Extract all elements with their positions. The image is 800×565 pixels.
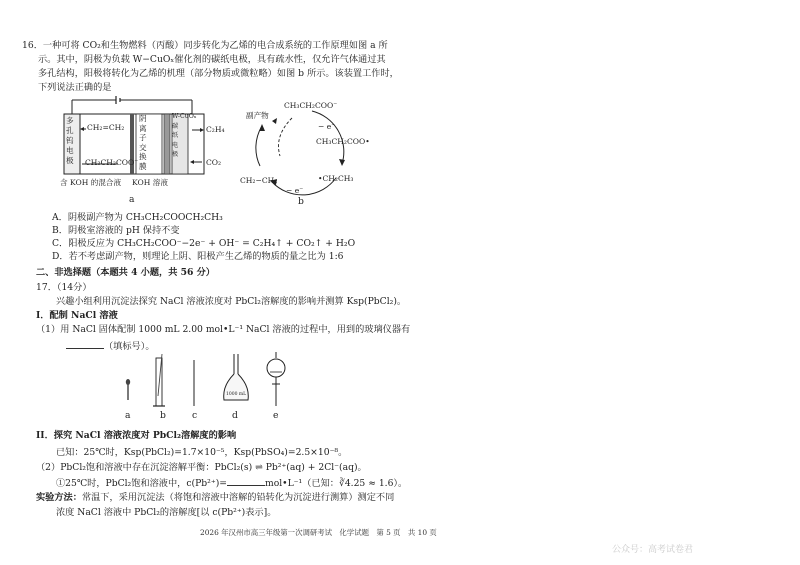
glassware-drawing [118, 352, 298, 414]
q16-stem-line: 下列说法正确的是 [38, 82, 112, 93]
q16-stem-line: 多孔结构，阳极将转化为乙烯的机理（部分物质或微粒略）如图 b 所示。该装置工作时， [38, 68, 399, 79]
figure-b-caption: b [298, 196, 304, 207]
e-loss-top: − e⁻ [318, 122, 336, 131]
instrument-label-e: e [273, 410, 279, 421]
option-a: A．阴极副产物为 CH₃CH₂COOCH₂CH₃ [52, 212, 223, 223]
cycle-right-bottom-species: •CH₂CH₃ [318, 174, 354, 183]
q16-stem-line: 示。其中，阴极为负载 W−CuOₓ催化剂的碳纸电极，具有疏水性，仅允许气体通过其 [38, 54, 386, 65]
instrument-label-a: a [125, 410, 131, 421]
instrument-label-c: c [192, 410, 198, 421]
option-c: C．阳极反应为 CH₃CH₂COO⁻−2e⁻ + OH⁻ = C₂H₄↑ + CO₂↑ + H₂O [52, 238, 356, 249]
side-product-label: 副产物 [246, 111, 269, 120]
right-solution-label: KOH 溶液 [132, 178, 168, 187]
instrument-label-d: d [232, 410, 238, 421]
right-in-species: CO₂ [206, 158, 222, 167]
part1-title: I．配制 NaCl 溶液 [36, 310, 118, 321]
q2-line: （2）PbCl₂饱和溶液中存在沉淀溶解平衡：PbCl₂(s) ⇌ Pb²⁺(aq) + 2Cl⁻(aq)。 [36, 462, 367, 473]
answer-blank[interactable] [66, 339, 104, 349]
right-up-species: C₂H₄ [206, 125, 225, 134]
method-line-2: 浓度 NaCl 溶液中 PbCl₂的溶解度[以 c(Pb²⁺)表示]。 [56, 507, 277, 518]
figure-a-caption: a [129, 194, 135, 205]
right-electrode-label: W-CuOₓ 碳 纸 电 极 [172, 113, 197, 158]
left-solution-label: 含 KOH 的混合液 [60, 178, 122, 187]
section-heading: 二、非选择题（本题共 4 小题，共 56 分） [36, 267, 215, 278]
cycle-right-species: CH₃CH₂COO• [316, 137, 370, 146]
method-line: 实验方法：常温下，采用沉淀法（将饱和溶液中溶解的铅转化为沉淀进行测算）测定不同 [36, 492, 395, 503]
q1-line2: （填标号）。 [66, 339, 155, 353]
known-values: 已知：25℃时，Ksp(PbCl₂)=1.7×10⁻⁵，Ksp(PbSO₄)=2.5×10⁻⁸。 [56, 447, 348, 458]
cycle-left-bottom-species: CH₂−CH₂ [240, 176, 278, 185]
membrane-label: 阴 离 子 交 换 膜 [139, 114, 147, 171]
figure-a-electrolysis-cell [52, 96, 222, 206]
q1-line1: （1）用 NaCl 固体配制 1000 mL 2.00 mol•L⁻¹ NaCl 溶液的过程中，用到的玻璃仪器有 [36, 324, 411, 335]
answer-blank[interactable] [227, 476, 265, 486]
q2-subquestion: ①25℃时，PbCl₂饱和溶液中，c(Pb²⁺)= mol•L⁻¹（已知：∛4.25 ≈ 1.6）。 [56, 478, 408, 489]
q17-header: 17．（14分） [36, 282, 92, 293]
option-d: D．若不考虑副产物，则理论上阴、阳极产生乙烯的物质的量之比为 1:6 [52, 251, 344, 262]
part2-title: II．探究 NaCl 溶液浓度对 PbCl₂溶解度的影响 [36, 430, 237, 441]
flask-volume-mark: 1000 mL [226, 392, 247, 397]
left-in-species: CH₃CH₂COO⁻ [85, 158, 139, 167]
watermark: 公众号：高考试卷君 [612, 545, 694, 555]
q16-stem-line: 16．一种可将 CO₂和生物燃料（丙酸）同步转化为乙烯的电合成系统的工作原理如图 a 所 [22, 40, 388, 51]
option-b: B．阴极室溶液的 pH 保持不变 [52, 225, 180, 236]
cycle-top-species: CH₃CH₂COO⁻ [284, 101, 338, 110]
left-electrode-label: 多 孔 钨 电 极 [66, 116, 74, 165]
instrument-label-b: b [160, 410, 166, 421]
e-loss-bottom: − e⁻ [286, 186, 304, 195]
left-up-species: CH₂=CH₂ [87, 123, 125, 132]
page-footer: 2026 年汉州市高三年级第一次调研考试 化学试题 第 5 页 共 10 页 [200, 528, 437, 537]
q17-intro: 兴趣小组利用沉淀法探究 NaCl 溶液浓度对 PbCl₂溶解度的影响并测算 Ksp(PbCl₂)。 [56, 296, 407, 307]
